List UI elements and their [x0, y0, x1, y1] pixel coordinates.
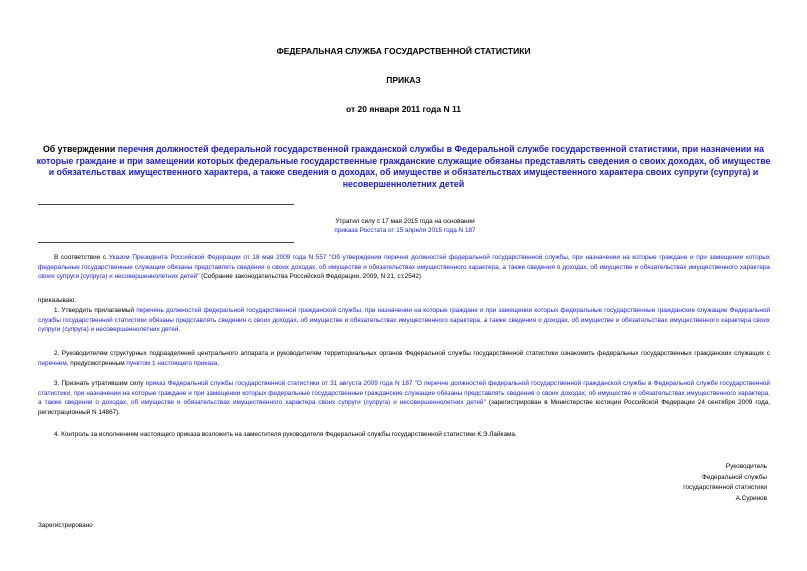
status-note	[300, 217, 510, 235]
item-1-link[interactable]: перечень должностей федеральной государственной гражданской службы, при назначении на которые граждане и при замещении которых федеральные государственные гражданские служащие Федеральной службы государственной статистики обязаны представлять сведения о своих доходах, об имуществе и обязательствах имущественного характера, а также сведения о доходах, об имуществе и обязательствах имущественного характера своих супруги (супруга) и несовершеннолетних детей	[38, 307, 771, 334]
signature-block	[683, 462, 767, 504]
preamble-link[interactable]: Указом Президента Российской Федерации от 18 мая 2009 года N 557 "Об утверждении перечня должностей федеральной государственной службы, при назначении на которые граждане и при замещении которых федеральные государственные служащие обязаны представлять сведения о своих доходах, об имуществе и обязательствах имущественного характера, а также сведения о доходах, об имуществе и обязательствах имущественного характера своих супруги (супруга) и несовершеннолетних детей"	[38, 254, 771, 281]
item-2-mid: , предусмотренным	[66, 359, 127, 367]
bottom-divider	[38, 242, 294, 243]
item-1-end: .	[178, 326, 181, 334]
signature-org-2: государственной статистики	[683, 484, 767, 492]
item-3-link[interactable]: приказ Федеральной службы государственной статистики от 31 августа 2009 года N 187 "О перечне должностей федеральной государственной гражданской службы в Федеральной службе государственной статистики, при назначении на которые граждане и при замещении которых федеральные государственные гражданские служащие обязаны представлять сведения о своих доходах, об имуществе и обязательствах имущественного характера, а также сведения о доходах, об имуществе и обязательствах имущественного характера своих супруги (супруга) и несовершеннолетних детей"	[38, 380, 770, 407]
item-4-paragraph	[38, 430, 770, 440]
item-1-paragraph	[38, 306, 770, 335]
top-divider	[38, 204, 294, 205]
signature-org: Федеральной службы	[702, 473, 767, 481]
item-2-text: 2. Руководителям структурных подразделений центрального аппарата и руководителям территориальных органов Федеральной службы государственной статистики ознакомить федеральных государственных гражданских служащих с	[54, 350, 770, 357]
agency-name: ФЕДЕРАЛЬНАЯ СЛУЖБА ГОСУДАРСТВЕННОЙ СТАТИСТИКИ	[276, 46, 531, 56]
item-4-text: 4. Контроль за исполнением настоящего приказа возложить на заместителя руководителя Федеральной службы государственной статистики К.Э.Лайкама.	[54, 431, 517, 438]
document-date: от 20 января 2011 года N 11	[346, 104, 461, 114]
item-2-end: .	[217, 359, 220, 367]
preamble-paragraph	[38, 253, 770, 282]
title-link[interactable]: перечня должностей федеральной государственной гражданской службы в Федеральной службе государственной статистики, при назначении на которые граждане и при замещении которых федеральные государственные гражданские служащие обязаны представлять сведения о своих доходах, об имуществе и обязательствах имущественного характера, а также сведения о доходах, об имуществе и обязательствах имущественного характера своих супруги (супруга) и несовершеннолетних детей	[36, 144, 771, 189]
status-note-text: Утратил силу с 17 мая 2015 года на основании	[335, 218, 475, 225]
status-note-link[interactable]: приказа Росстата от 15 апреля 2015 года N 187	[334, 227, 476, 234]
item-2-link-list[interactable]: перечнем	[38, 359, 67, 367]
item-2-paragraph	[38, 349, 770, 368]
document-type: ПРИКАЗ	[386, 75, 421, 85]
item-3-paragraph	[38, 379, 770, 417]
item-3-end: (зарегистрирован в Министерстве юстиции Российской Федерации 24 сентября 2009 года, регистрационный N 14867).	[38, 399, 770, 416]
preamble-text: В соответствии с	[54, 254, 109, 261]
item-2-link-point[interactable]: пунктом 1 настоящего приказа	[126, 359, 218, 367]
item-3-text: 3. Признать утратившим силу	[54, 380, 146, 387]
title-prefix: Об утверждении	[42, 144, 118, 154]
document-title	[36, 144, 771, 190]
signature-name: А.Суринов	[735, 494, 767, 502]
preamble-citation: (Собрание законодательства Российской Федерации, 2009, N 21, ст.2542)	[199, 273, 422, 281]
order-word: приказываю:	[38, 297, 76, 304]
registration-note: Зарегистрировано	[38, 522, 93, 529]
signature-title: Руководитель	[725, 463, 767, 470]
item-1-text: 1. Утвердить прилагаемый	[54, 307, 137, 314]
